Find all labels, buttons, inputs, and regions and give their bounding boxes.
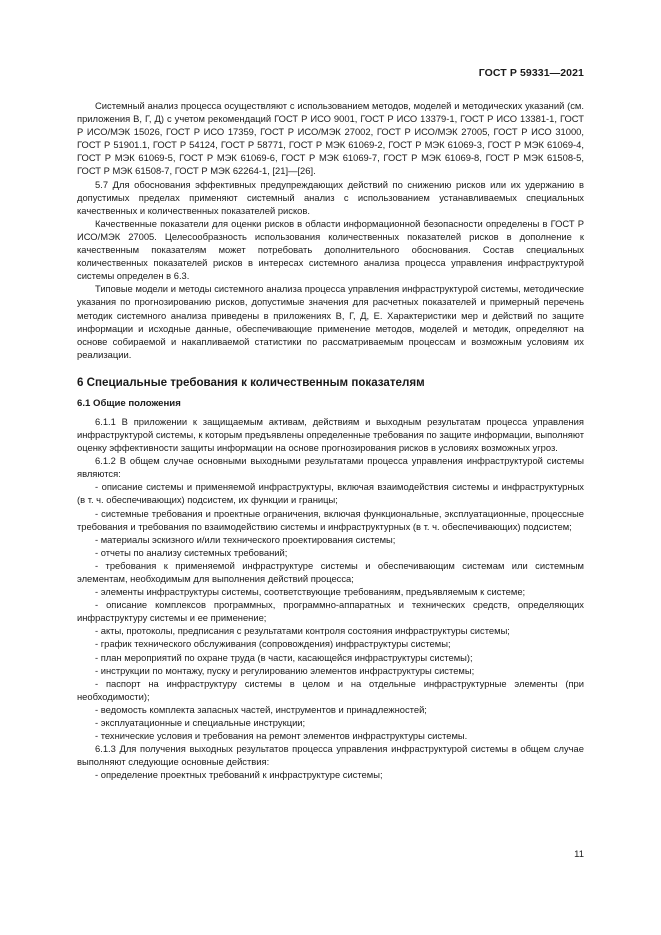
- paragraph: 6.1.1 В приложении к защищаемым активам, действиям и выходным результатам процесса управления инфраструктурой системы, к которым предъявлены определенные требования по защите информации, выполняют оценку эффективности защиты информации на основе прогнозирования рисков в условиях возможных угроз.: [77, 415, 584, 454]
- paragraph: Системный анализ процесса осуществляют с использованием методов, моделей и методических указаний (см. приложения В, Г, Д) с учетом рекомендаций ГОСТ Р ИСО 9001, ГОСТ Р ИСО 13379-1, ГОСТ Р ИСО 13381-1, ГОСТ Р ИСО/МЭК 15026, ГОСТ Р ИСО 17359, ГОСТ Р ИСО/МЭК 27002, ГОСТ Р ИСО/МЭК 27005, ГОСТ Р ИСО 31000, ГОСТ Р 51901.1, ГОСТ Р 54124, ГОСТ Р 58771, ГОСТ Р МЭК 61069-2, ГОСТ Р МЭК 61069-3, ГОСТ Р МЭК 61069-4, ГОСТ Р МЭК 61069-5, ГОСТ Р МЭК 61069-6, ГОСТ Р МЭК 61069-7, ГОСТ Р МЭК 61069-8, ГОСТ Р МЭК 61508-5, ГОСТ Р МЭК 61508-7, ГОСТ Р МЭК 62264-1, [21]—[26].: [77, 100, 584, 177]
- list-item: - материалы эскизного и/или технического проектирования системы;: [95, 533, 396, 545]
- paragraph: Качественные показатели для оценки рисков в области информационной безопасности определены в ГОСТ Р ИСО/МЭК 27005. Целесообразность использования количественных показателей рисков в дополнение к качественным показателям может потребовать дополнительного обоснования. Состав специальных количественных показателей рисков в интересах системного анализа процесса управления инфраструктурой системы определен в 6.3.: [77, 217, 584, 282]
- page-number: 11: [574, 849, 584, 860]
- list-item: - описание системы и применяемой инфраструктуры, включая взаимодействия системы и инфраструктурных (в т. ч. обеспечивающих) подсистем, их функции и границы;: [77, 481, 584, 506]
- list-item: - отчеты по анализу системных требований;: [95, 546, 288, 558]
- paragraph: 6.1.2 В общем случае основными выходными результатами процесса управления инфраструктурой системы являются:: [77, 455, 584, 480]
- list-item: - системные требования и проектные ограничения, включая функциональные, эксплуатационные, процессные требования и требования по взаимодействию системы и инфраструктурных (в т. ч. обеспечивающих) подсистем;: [77, 507, 584, 532]
- list-item: - ведомость комплекта запасных частей, инструментов и принадлежностей;: [95, 703, 427, 715]
- section-heading: 6 Специальные требования к количественным показателям: [77, 375, 425, 389]
- paragraph: 6.1.3 Для получения выходных результатов процесса управления инфраструктурой системы в общем случае выполняют следующие основные действия:: [77, 743, 584, 768]
- document-body: [77, 99, 584, 782]
- list-item: - эксплуатационные и специальные инструкции;: [95, 717, 306, 729]
- list-item: - план мероприятий по охране труда (в части, касающейся инфраструктуры системы);: [95, 651, 473, 663]
- list-item: - требования к применяемой инфраструктуре системы и обеспечивающим системам или системным элементам, необходимым для выполнения действий процесса;: [77, 559, 584, 584]
- list-item: - акты, протоколы, предписания с результатами контроля состояния инфраструктуры системы;: [95, 625, 510, 637]
- list-item: - технические условия и требования на ремонт элементов инфраструктуры системы.: [95, 730, 468, 742]
- subsection-heading: 6.1 Общие положения: [77, 397, 181, 409]
- standard-code-header: ГОСТ Р 59331—2021: [478, 67, 584, 79]
- list-item: - инструкции по монтажу, пуску и регулированию элементов инфраструктуры системы;: [95, 664, 475, 676]
- paragraph: 5.7 Для обоснования эффективных предупреждающих действий по снижению рисков или их удержанию в допустимых пределах применяют системный анализ с использованием устанавливаемых специальных качественных и количественных показателей рисков.: [77, 178, 584, 216]
- list-item: - определение проектных требований к инфраструктуре системы;: [95, 769, 383, 781]
- list-item: - описание комплексов программных, программно-аппаратных и технических средств, определяющих инфраструктуру системы и ее применение;: [77, 599, 584, 624]
- list-item: - паспорт на инфраструктуру системы в целом и на отдельные инфраструктурные элементы (при необходимости);: [77, 677, 584, 702]
- list-item: - элементы инфраструктуры системы, соответствующие требованиям, предъявляемым к системе;: [95, 586, 526, 598]
- list-item: - график технического обслуживания (сопровождения) инфраструктуры системы;: [95, 638, 451, 650]
- paragraph: Типовые модели и методы системного анализа процесса управления инфраструктурой системы, методические указания по прогнозированию рисков, допустимые значения для расчетных показателей и примерный перечень методик системного анализа приведены в приложениях В, Г, Д, Е. Характеристики мер и действий по защите информации и исходные данные, обеспечивающие применение методов, моделей и методик, определяют на основе собираемой и накапливаемой статистики по рассматриваемым процессам и возможным условиям их реализации.: [77, 283, 584, 360]
